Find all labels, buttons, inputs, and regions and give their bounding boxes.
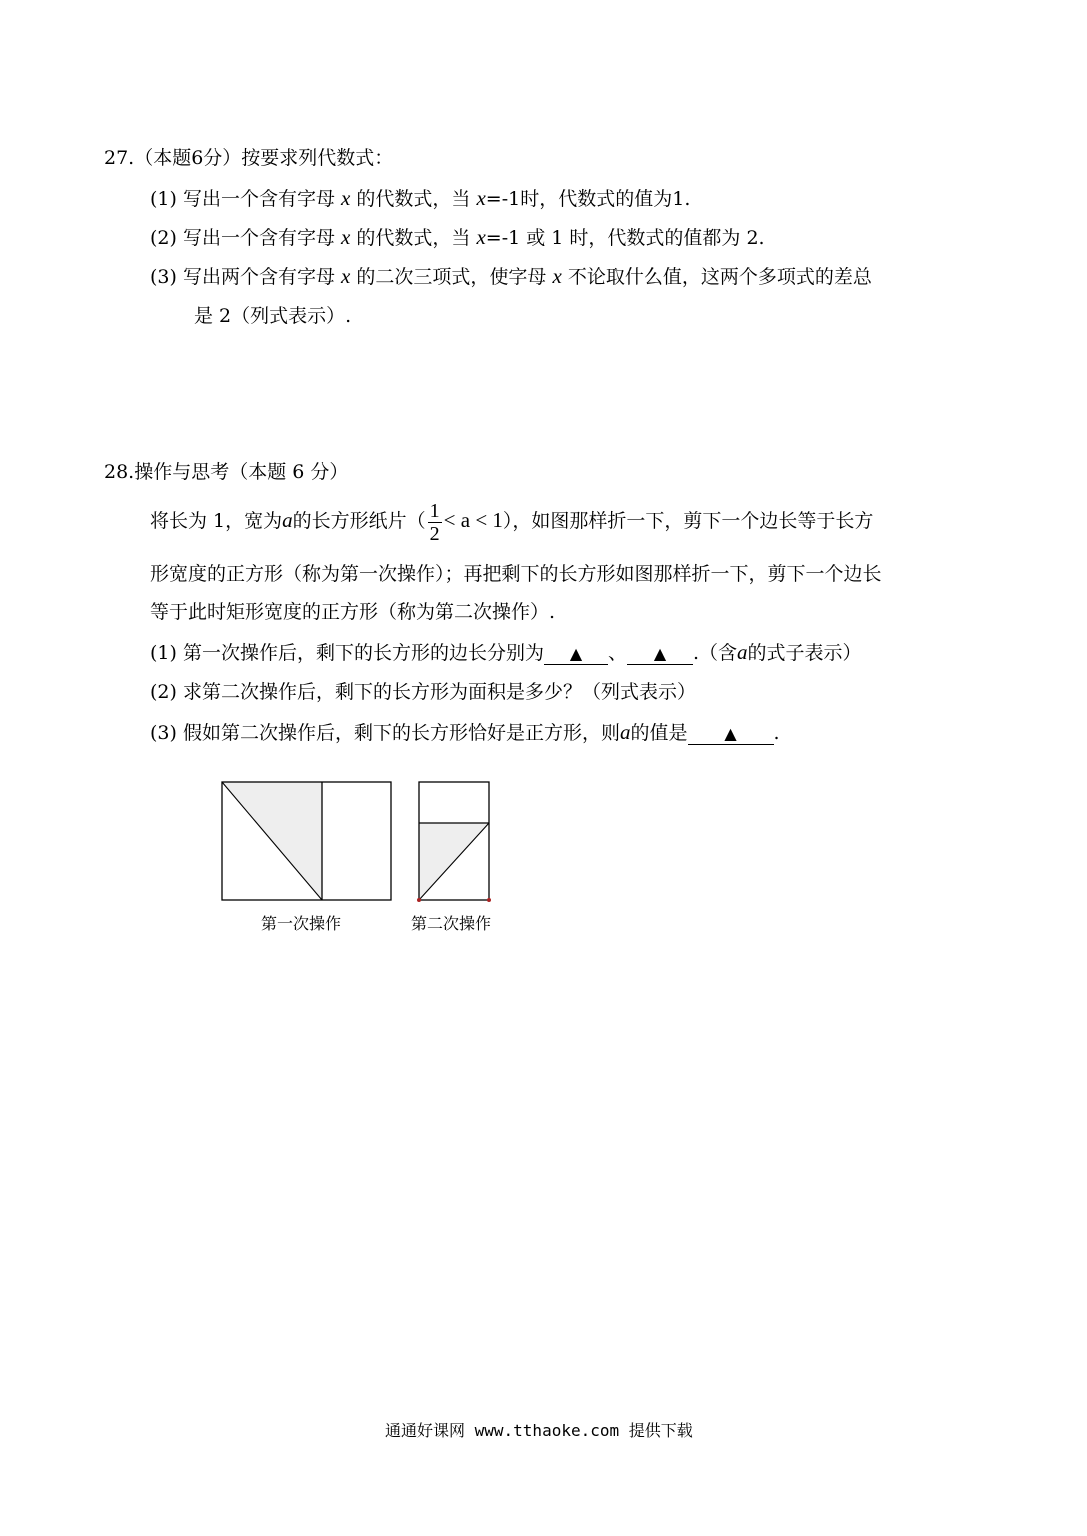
q27-part3-text3: 不论取什么值，这两个多项式的差总: [567, 266, 872, 288]
first-rectangle: [222, 782, 391, 900]
page-footer: 通通好课网 www.tthaoke.com 提供下载: [385, 1421, 693, 1440]
q28-part3-var: a: [619, 720, 631, 744]
first-fold-diagonal: [222, 782, 322, 900]
q28-part3-text3: .: [773, 722, 780, 744]
second-fold-diagonal: [419, 823, 489, 900]
q28-intro-fraction: [428, 500, 442, 545]
q27-part3-tag: (3): [150, 266, 177, 288]
corner-point-left: [417, 898, 421, 902]
fraction-numerator: 1: [429, 499, 440, 522]
q27-part1-text2: 的代数式，当: [356, 188, 471, 210]
figure-second-operation: [417, 782, 491, 902]
q28-part3-tag: (3): [150, 722, 177, 744]
q27-part2-var1: x: [341, 225, 351, 249]
q28-intro-text2: 的长方形纸片（: [292, 510, 426, 532]
q28-part1-sep: 、: [607, 642, 627, 664]
q28-part1-text1: 第一次操作后，剩下的长方形的边长分别为: [182, 642, 544, 664]
q27-part1: [150, 186, 690, 211]
q28-part3-text1: 假如第二次操作后，剩下的长方形恰好是正方形，则: [182, 722, 620, 744]
figure-first-operation: [222, 782, 391, 900]
q27-part2: [150, 225, 765, 250]
q27-part1-var1: x: [341, 186, 351, 210]
q28-intro-line2: 形宽度的正方形（称为第一次操作）；再把剩下的长方形如图那样折一下，剪下一个边长: [150, 563, 882, 585]
q28-intro-text3: ），如图那样折一下，剪下一个边长等于长方: [502, 510, 874, 532]
q27-heading: [104, 146, 393, 170]
q28-intro-var: a: [282, 508, 293, 532]
q27-part2-var2: x: [476, 225, 486, 249]
q27-part2-text2: 的代数式，当: [356, 227, 471, 249]
q27-part3-var2: x: [552, 264, 562, 288]
second-rectangle: [419, 782, 489, 900]
q27-part1-text1: 写出一个含有字母: [182, 188, 335, 210]
q27-number: 27.: [104, 147, 135, 169]
q28-part2: [150, 680, 696, 704]
q27-part3-var1: x: [341, 264, 351, 288]
q28-part2-tag: (2): [150, 681, 177, 703]
q27-part1-text3: =-1时，代数式的值为1.: [485, 188, 691, 210]
q28-part3: [150, 720, 780, 745]
q27-part3-line2: 是 2（列式表示）.: [194, 305, 352, 327]
q27-part2-text1: 写出一个含有字母: [182, 227, 335, 249]
q28-intro-text1: 将长为 1，宽为: [150, 510, 283, 532]
q28-intro-inequality: < a < 1: [443, 508, 503, 532]
caption-second-operation: 第二次操作: [411, 914, 492, 933]
answer-blank-2[interactable]: ▲: [627, 644, 693, 665]
answer-blank-1[interactable]: ▲: [544, 644, 608, 665]
q28-intro-line3: 等于此时矩形宽度的正方形（称为第二次操作）.: [150, 601, 556, 623]
q27-part1-tag: (1): [150, 188, 177, 210]
second-fold-shaded-triangle: [419, 823, 489, 900]
q27-part2-tag: (2): [150, 227, 177, 249]
fraction-denominator: 2: [429, 522, 440, 545]
q28-part1: [150, 640, 862, 665]
q28-part2-text1: 求第二次操作后，剩下的长方形为面积是多少？（列式表示）: [182, 681, 696, 703]
q27-part3-text1: 写出两个含有字母: [182, 266, 335, 288]
q28-heading: [104, 460, 348, 484]
q27-part3: [150, 264, 872, 289]
caption-first-operation: 第一次操作: [261, 914, 342, 933]
q28-intro-line1: [150, 498, 873, 545]
corner-point-right: [487, 898, 491, 902]
q28-part1-var: a: [737, 640, 748, 664]
q28-part3-text2: 的值是: [630, 722, 688, 744]
q27-part2-text3: =-1 或 1 时，代数式的值都为 2.: [485, 227, 765, 249]
q28-part1-text3: 的式子表示）: [747, 642, 862, 664]
q27-part3-text2: 的二次三项式，使字母: [356, 266, 547, 288]
q27-part1-var2: x: [476, 186, 486, 210]
q27-heading-text: （本题6分）按要求列代数式：: [134, 147, 394, 169]
q28-part1-tag: (1): [150, 642, 177, 664]
q28-heading-text: 操作与思考（本题 6 分）: [134, 461, 349, 483]
answer-blank-3[interactable]: ▲: [688, 724, 774, 745]
q28-number: 28.: [104, 461, 135, 483]
q28-part1-text2: .（含: [693, 642, 738, 664]
first-fold-shaded-triangle: [222, 782, 322, 900]
